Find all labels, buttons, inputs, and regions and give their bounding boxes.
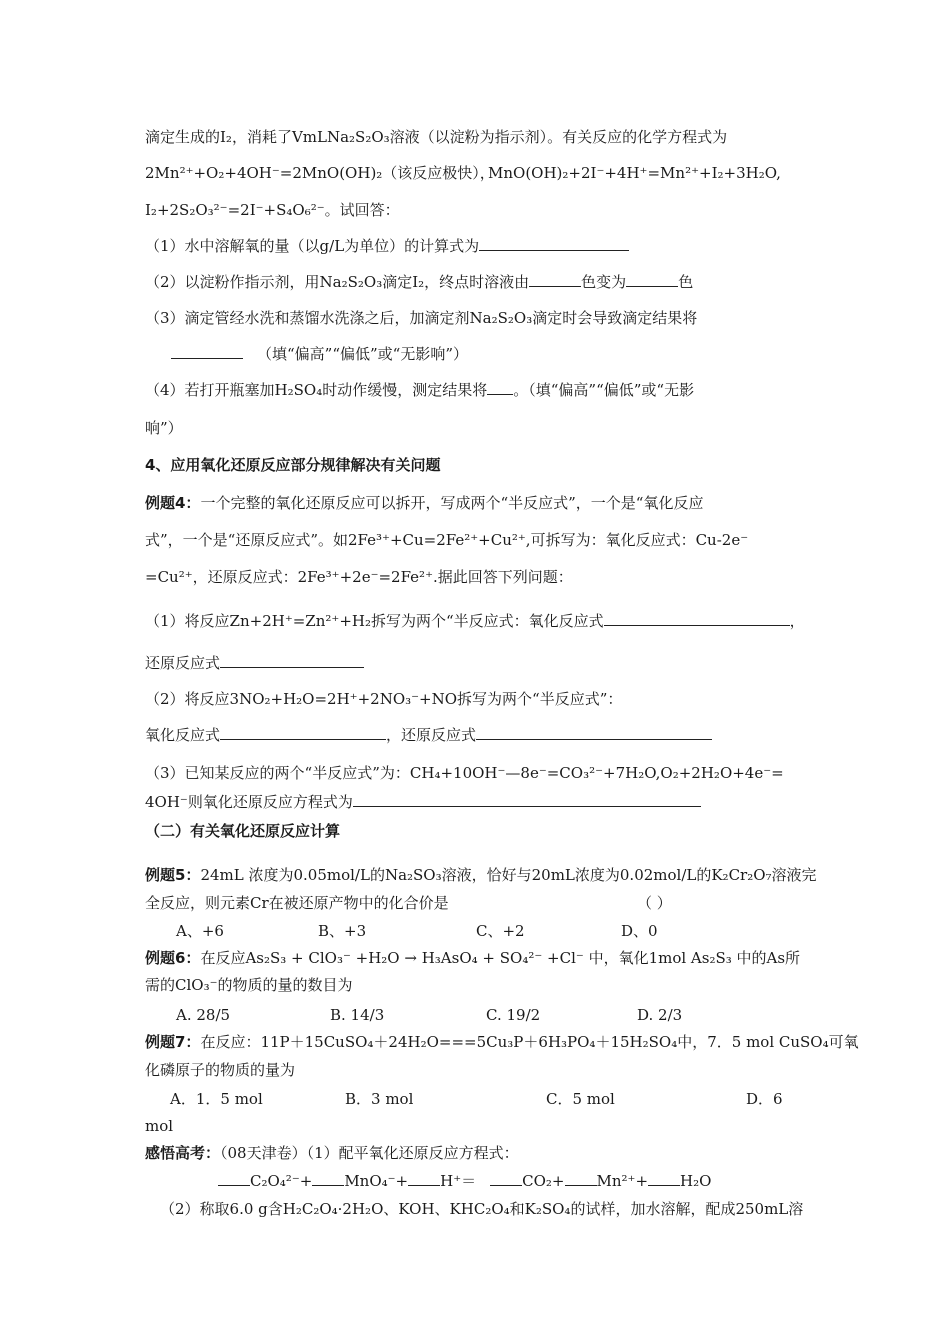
example-4-label: 例题4： xyxy=(145,494,201,512)
question-4-line-2: 响”） xyxy=(145,419,183,437)
example-7-text: 在反应：11P＋15CuSO₄＋24H₂O===5Cu₃P＋6H₃PO₄＋15H₂SO₄中，7．5 mol CuSO₄可氧 xyxy=(200,1033,859,1051)
example-6-line-1 xyxy=(145,948,800,968)
part-2-reduction-label: ，还原反应式 xyxy=(386,726,477,744)
equation-term-3: H⁺＝ xyxy=(440,1172,477,1190)
intro-equation-1: 2Mn²⁺+O₂+4OH⁻=2MnO(OH)₂（该反应极快）， xyxy=(145,164,495,182)
example-5-option-b: B、+3 xyxy=(318,922,367,940)
question-2-end: 色 xyxy=(678,273,694,291)
question-3-line-2 xyxy=(171,344,468,364)
gaokao-label: 感悟高考： xyxy=(145,1144,221,1162)
example-6-text: 在反应As₂S₃ + ClO₃⁻ +H₂O → H₃AsO₄ + SO₄²⁻ +Cl⁻ 中，氧化1mol As₂S₃ 中的As所 xyxy=(200,949,801,967)
answer-blank[interactable] xyxy=(312,1171,344,1186)
question-1 xyxy=(145,236,629,256)
example-6-label: 例题6： xyxy=(145,949,201,967)
example-7-option-c: C．5 mol xyxy=(546,1090,615,1108)
question-4-text: （4）若打开瓶塞加H₂SO₄时动作缓慢，测定结果将 xyxy=(145,381,488,399)
question-3: （3）滴定管经水洗和蒸馏水洗涤之后，加滴定剂Na₂S₂O₃滴定时会导致滴定结果将 xyxy=(145,309,698,327)
answer-blank[interactable] xyxy=(626,272,678,287)
example-7-line-1 xyxy=(145,1032,859,1052)
example-6-option-a: A. 28/5 xyxy=(176,1006,231,1024)
example-6-line-2: 需的ClO₃⁻的物质的量的数目为 xyxy=(145,976,353,994)
example-6-option-d: D. 2/3 xyxy=(637,1006,683,1024)
equation-term-4: CO₂+ xyxy=(522,1172,565,1190)
equation-term-2: MnO₄⁻+ xyxy=(344,1172,409,1190)
equation-term-5: Mn²⁺+ xyxy=(596,1172,649,1190)
gaokao-line-1 xyxy=(145,1143,519,1163)
question-4 xyxy=(145,380,694,400)
answer-blank[interactable] xyxy=(490,1171,522,1186)
equation-term-1: C₂O₄²⁻+ xyxy=(250,1172,313,1190)
answer-blank[interactable] xyxy=(408,1171,440,1186)
example-7-label: 例题7： xyxy=(145,1033,201,1051)
answer-blank[interactable] xyxy=(565,1171,597,1186)
question-2 xyxy=(145,272,693,292)
example-7-line-2: 化磷原子的物质的量为 xyxy=(145,1061,296,1079)
example-4-part-3-line-2 xyxy=(145,792,701,812)
example-5-option-d: D、0 xyxy=(621,922,658,940)
answer-blank[interactable] xyxy=(220,653,364,668)
question-3-hint: （填“偏高”“偏低”或“无影响”） xyxy=(257,345,469,363)
example-4-text: 一个完整的氧化还原反应可以拆开，写成两个“半反应式”，一个是“氧化反应 xyxy=(200,494,704,512)
answer-blank[interactable] xyxy=(171,344,243,359)
gaokao-line-2: （2）称取6.0 g含H₂C₂O₄·2H₂O、KOH、KHC₂O₄和K₂SO₄的试样，加水溶解，配成250mL溶 xyxy=(160,1200,804,1218)
question-2-text: （2）以淀粉作指示剂，用Na₂S₂O₃滴定I₂，终点时溶液由 xyxy=(145,273,530,291)
example-7-option-d: D．6 xyxy=(746,1090,783,1108)
answer-blank[interactable] xyxy=(604,611,790,626)
answer-blank[interactable] xyxy=(220,725,386,740)
section-2-heading: （二）有关氧化还原反应计算 xyxy=(145,822,341,840)
example-4-part-3: （3）已知某反应的两个“半反应式”为：CH₄+10OH⁻—8e⁻=CO₃²⁻+7H₂O,O₂+2H₂O+4e⁻= xyxy=(145,764,784,782)
example-4-part-1: （1）将反应Zn+2H⁺=Zn²⁺+H₂拆写为两个“半反应式：氧化反应式 ， xyxy=(145,612,805,630)
example-4-part-2-line-2 xyxy=(145,725,712,745)
answer-blank[interactable] xyxy=(218,1171,250,1186)
example-5-option-a: A、+6 xyxy=(176,922,224,940)
example-5-text: 24mL 浓度为0.05mol/L的Na₂SO₃溶液，恰好与20mL浓度为0.02mol/L的K₂Cr₂O₇溶液完 xyxy=(200,866,817,884)
part-1-reduction-label: 还原反应式 xyxy=(145,654,221,672)
question-2-mid: 色变为 xyxy=(581,273,627,291)
answer-blank[interactable] xyxy=(479,236,629,251)
example-7-option-d-unit: mol xyxy=(145,1117,174,1135)
part-1-text: （1）将反应Zn+2H⁺=Zn²⁺+H₂拆写为两个“半反应式：氧化反应式 xyxy=(145,612,604,630)
example-4-part-2: （2）将反应3NO₂+H₂O=2H⁺+2NO₃⁻+NO拆写为两个“半反应式”： xyxy=(145,690,623,708)
example-4-line-1 xyxy=(145,493,703,513)
example-7-option-b: B．3 mol xyxy=(345,1090,414,1108)
answer-blank[interactable] xyxy=(353,792,701,807)
example-5-option-c: C、+2 xyxy=(476,922,525,940)
answer-blank[interactable] xyxy=(648,1171,680,1186)
answer-blank[interactable] xyxy=(476,725,712,740)
example-7-option-a: A．1．5 mol xyxy=(170,1090,263,1108)
example-6-option-b: B. 14/3 xyxy=(330,1006,385,1024)
part-2-oxidation-label: 氧化反应式 xyxy=(145,726,221,744)
example-4-line-3: =Cu²⁺，还原反应式：2Fe³⁺+2e⁻=2Fe²⁺.据此回答下列问题： xyxy=(145,568,573,586)
answer-blank[interactable] xyxy=(529,272,581,287)
gaokao-text: （08天津卷）（1）配平氧化还原反应方程式： xyxy=(220,1144,519,1162)
intro-equation-2: MnO(OH)₂+2I⁻+4H⁺=Mn²⁺+I₂+3H₂O, xyxy=(488,164,781,182)
part-3-text: 4OH⁻则氧化还原反应方程式为 xyxy=(145,793,353,811)
example-5-label: 例题5： xyxy=(145,866,201,884)
question-1-text: （1）水中溶解氧的量（以g/L为单位）的计算式为 xyxy=(145,237,480,255)
example-6-option-c: C. 19/2 xyxy=(486,1006,541,1024)
answer-blank[interactable] xyxy=(487,380,513,395)
section-4-heading: 4、应用氧化还原反应部分规律解决有关问题 xyxy=(145,456,441,474)
example-5-answer-paren: （ ） xyxy=(637,894,672,912)
example-4-line-2: 式”，一个是“还原反应式”。如2Fe³⁺+Cu=2Fe²⁺+Cu²⁺,可拆写为：氧化反应式：Cu-2e⁻ xyxy=(145,531,749,549)
equation-term-6: H₂O xyxy=(680,1172,712,1190)
intro-line-1: 滴定生成的I₂，消耗了VmLNa₂S₂O₃溶液（以淀粉为指示剂）。有关反应的化学方程式为 xyxy=(145,128,728,146)
question-4-hint: 。（填“偏高”“偏低”或“无影 xyxy=(513,381,695,399)
example-5-line-1 xyxy=(145,865,817,885)
balance-equation xyxy=(218,1171,711,1191)
intro-equation-3: I₂+2S₂O₃²⁻=2I⁻+S₄O₆²⁻。试回答： xyxy=(145,201,400,219)
example-4-part-1-line-2 xyxy=(145,653,364,673)
example-5-line-2: 全反应，则元素Cr在被还原产物中的化合价是 xyxy=(145,894,449,912)
